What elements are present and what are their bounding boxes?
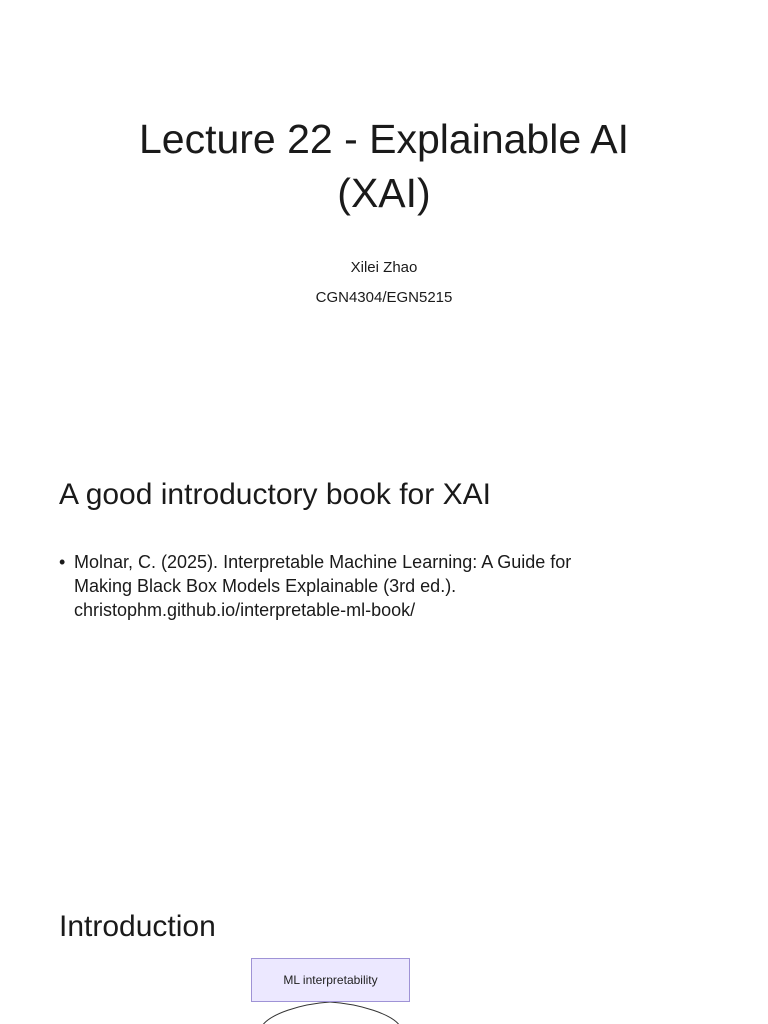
- bullet-text-line-3: christophm.github.io/interpretable-ml-book/: [74, 600, 416, 620]
- diagram-edge-left: [262, 1002, 330, 1024]
- course-code: CGN4304/EGN5215: [315, 289, 453, 306]
- bullet-icon: •: [59, 552, 66, 572]
- book-slide: [0, 432, 768, 864]
- bullet-text-line-1: Molnar, C. (2025). Interpretable Machine Learning: A Guide for: [74, 552, 572, 572]
- diagram-root-label: ML interpretability: [283, 973, 378, 987]
- bullet-list: [59, 550, 699, 622]
- slide-heading: A good introductory book for XAI: [59, 478, 491, 511]
- bullet-item: [59, 550, 699, 622]
- diagram-root-node: [251, 958, 410, 1002]
- title-slide: [0, 0, 768, 432]
- diagram-edge-right: [330, 1002, 400, 1024]
- slide-heading: Introduction: [59, 910, 216, 943]
- bullet-text-line-2: Making Black Box Models Explainable (3rd ed.).: [74, 576, 457, 596]
- lecture-title: [0, 112, 768, 220]
- lecture-title-line-2: (XAI): [337, 170, 431, 216]
- author-name: Xilei Zhao: [350, 259, 418, 276]
- lecture-title-line-1: Lecture 22 - Explainable AI: [138, 116, 630, 162]
- introduction-slide: [0, 864, 768, 1024]
